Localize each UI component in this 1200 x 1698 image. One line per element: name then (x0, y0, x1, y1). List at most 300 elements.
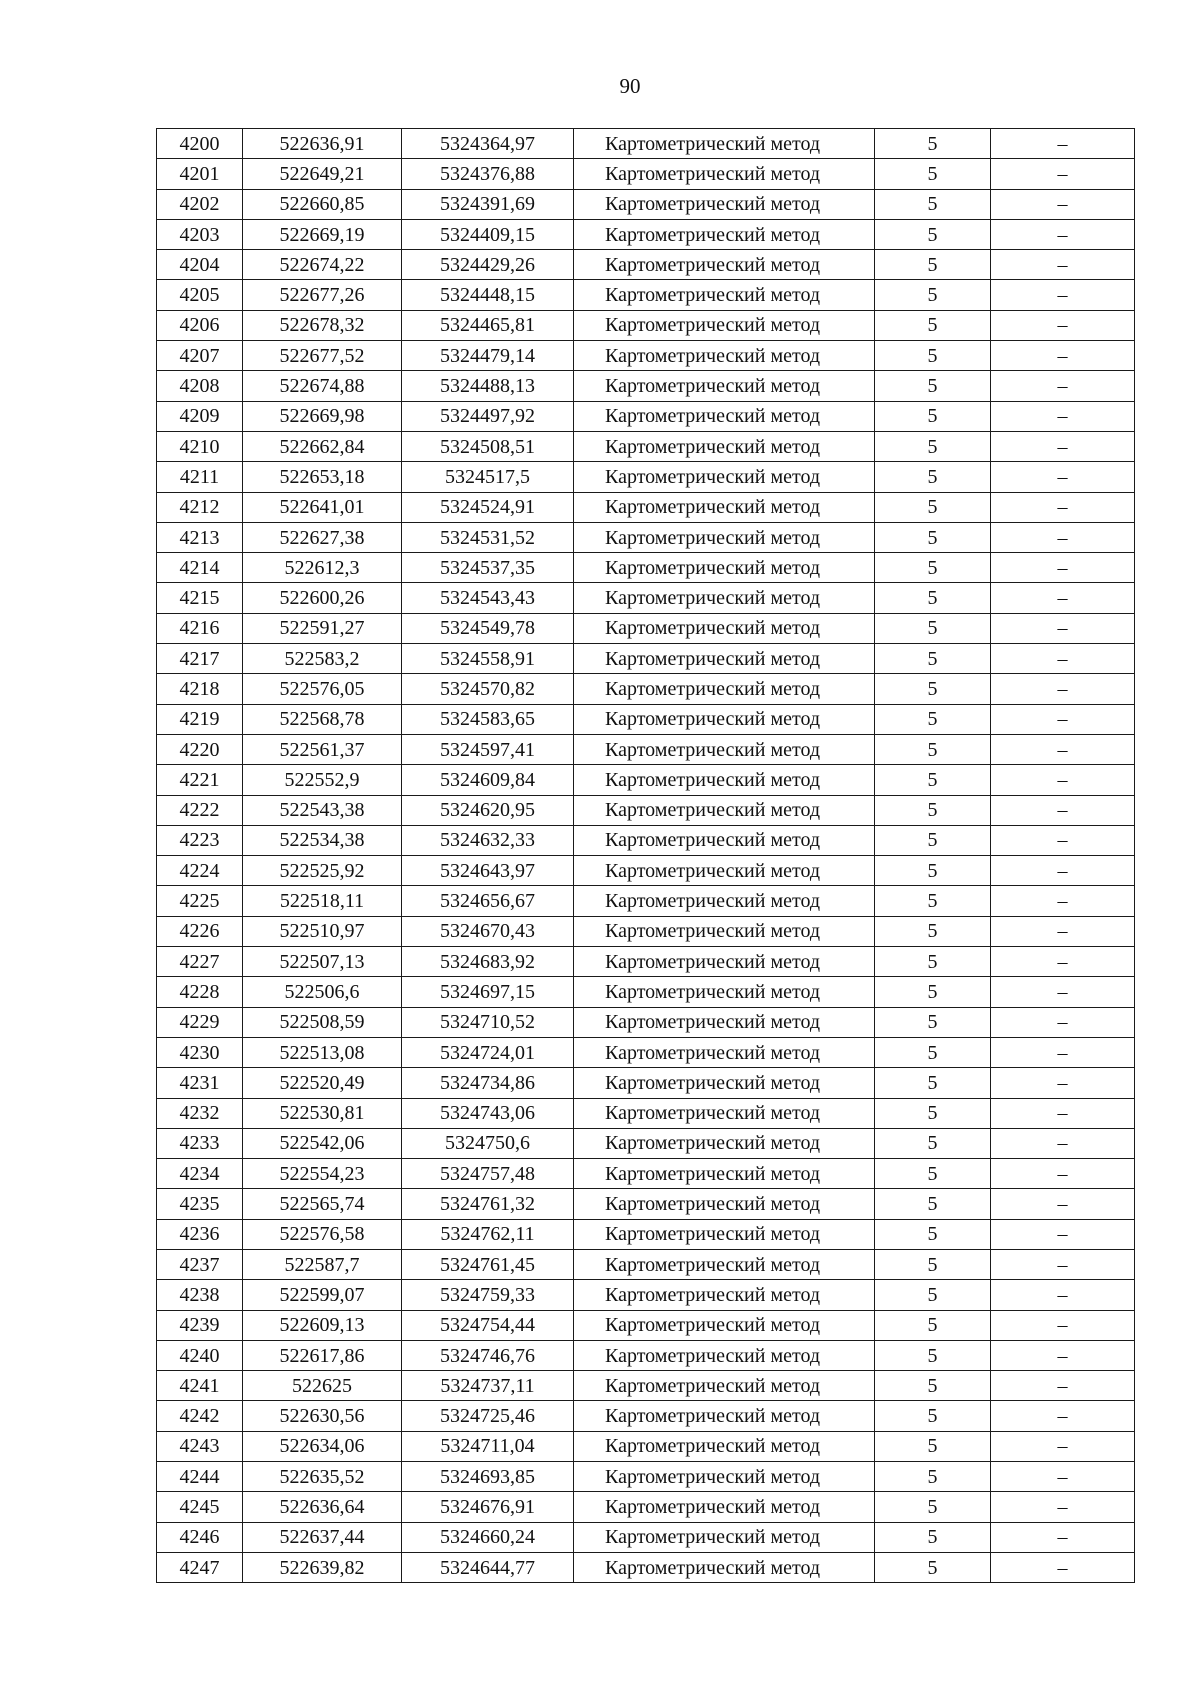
x-coordinate-cell: 522635,52 (243, 1462, 402, 1492)
method-cell: Картометрический метод (574, 280, 875, 310)
y-coordinate-cell: 5324632,33 (402, 825, 574, 855)
precision-cell: 5 (875, 916, 991, 946)
method-cell: Картометрический метод (574, 341, 875, 371)
description-cell: – (991, 280, 1135, 310)
method-cell: Картометрический метод (574, 583, 875, 613)
method-cell: Картометрический метод (574, 1431, 875, 1461)
point-number-cell: 4224 (157, 856, 243, 886)
y-coordinate-cell: 5324743,06 (402, 1098, 574, 1128)
description-cell: – (991, 1371, 1135, 1401)
description-cell: – (991, 250, 1135, 280)
method-cell: Картометрический метод (574, 1492, 875, 1522)
point-number-cell: 4220 (157, 734, 243, 764)
point-number-cell: 4236 (157, 1219, 243, 1249)
point-number-cell: 4221 (157, 765, 243, 795)
precision-cell: 5 (875, 644, 991, 674)
precision-cell: 5 (875, 1037, 991, 1067)
point-number-cell: 4231 (157, 1068, 243, 1098)
point-number-cell: 4229 (157, 1007, 243, 1037)
y-coordinate-cell: 5324711,04 (402, 1431, 574, 1461)
point-number-cell: 4238 (157, 1280, 243, 1310)
method-cell: Картометрический метод (574, 371, 875, 401)
method-cell: Картометрический метод (574, 947, 875, 977)
table-row (157, 916, 1135, 946)
precision-cell: 5 (875, 553, 991, 583)
y-coordinate-cell: 5324643,97 (402, 856, 574, 886)
point-number-cell: 4235 (157, 1189, 243, 1219)
precision-cell: 5 (875, 1219, 991, 1249)
table-row (157, 310, 1135, 340)
precision-cell: 5 (875, 1340, 991, 1370)
x-coordinate-cell: 522587,7 (243, 1249, 402, 1279)
y-coordinate-cell: 5324656,67 (402, 886, 574, 916)
precision-cell: 5 (875, 704, 991, 734)
description-cell: – (991, 644, 1135, 674)
precision-cell: 5 (875, 947, 991, 977)
x-coordinate-cell: 522510,97 (243, 916, 402, 946)
table-row (157, 1401, 1135, 1431)
description-cell: – (991, 1068, 1135, 1098)
description-cell: – (991, 765, 1135, 795)
point-number-cell: 4223 (157, 825, 243, 855)
method-cell: Картометрический метод (574, 159, 875, 189)
point-number-cell: 4206 (157, 310, 243, 340)
y-coordinate-cell: 5324597,41 (402, 734, 574, 764)
table-row (157, 1037, 1135, 1067)
point-number-cell: 4218 (157, 674, 243, 704)
x-coordinate-cell: 522677,52 (243, 341, 402, 371)
point-number-cell: 4219 (157, 704, 243, 734)
y-coordinate-cell: 5324761,45 (402, 1249, 574, 1279)
table-row (157, 341, 1135, 371)
point-number-cell: 4232 (157, 1098, 243, 1128)
description-cell: – (991, 1522, 1135, 1552)
description-cell: – (991, 401, 1135, 431)
x-coordinate-cell: 522630,56 (243, 1401, 402, 1431)
table-row (157, 189, 1135, 219)
precision-cell: 5 (875, 674, 991, 704)
precision-cell: 5 (875, 462, 991, 492)
method-cell: Картометрический метод (574, 522, 875, 552)
description-cell: – (991, 856, 1135, 886)
description-cell: – (991, 1159, 1135, 1189)
page-number: 90 (619, 74, 641, 98)
x-coordinate-cell: 522678,32 (243, 310, 402, 340)
point-number-cell: 4202 (157, 189, 243, 219)
precision-cell: 5 (875, 250, 991, 280)
description-cell: – (991, 916, 1135, 946)
y-coordinate-cell: 5324737,11 (402, 1371, 574, 1401)
description-cell: – (991, 613, 1135, 643)
description-cell: – (991, 795, 1135, 825)
point-number-cell: 4243 (157, 1431, 243, 1461)
method-cell: Картометрический метод (574, 977, 875, 1007)
method-cell: Картометрический метод (574, 1189, 875, 1219)
table-row (157, 1431, 1135, 1461)
table-row (157, 1552, 1135, 1582)
table-row (157, 462, 1135, 492)
precision-cell: 5 (875, 1371, 991, 1401)
x-coordinate-cell: 522637,44 (243, 1522, 402, 1552)
precision-cell: 5 (875, 1068, 991, 1098)
x-coordinate-cell: 522520,49 (243, 1068, 402, 1098)
method-cell: Картометрический метод (574, 129, 875, 159)
method-cell: Картометрический метод (574, 219, 875, 249)
method-cell: Картометрический метод (574, 1552, 875, 1582)
table-row (157, 734, 1135, 764)
point-number-cell: 4200 (157, 129, 243, 159)
x-coordinate-cell: 522530,81 (243, 1098, 402, 1128)
precision-cell: 5 (875, 1280, 991, 1310)
y-coordinate-cell: 5324693,85 (402, 1462, 574, 1492)
table-row (157, 1522, 1135, 1552)
precision-cell: 5 (875, 1249, 991, 1279)
x-coordinate-cell: 522513,08 (243, 1037, 402, 1067)
method-cell: Картометрический метод (574, 886, 875, 916)
precision-cell: 5 (875, 734, 991, 764)
point-number-cell: 4215 (157, 583, 243, 613)
precision-cell: 5 (875, 1098, 991, 1128)
x-coordinate-cell: 522600,26 (243, 583, 402, 613)
x-coordinate-cell: 522636,91 (243, 129, 402, 159)
y-coordinate-cell: 5324734,86 (402, 1068, 574, 1098)
point-number-cell: 4234 (157, 1159, 243, 1189)
x-coordinate-cell: 522609,13 (243, 1310, 402, 1340)
y-coordinate-cell: 5324488,13 (402, 371, 574, 401)
method-cell: Картометрический метод (574, 1462, 875, 1492)
description-cell: – (991, 189, 1135, 219)
x-coordinate-cell: 522518,11 (243, 886, 402, 916)
table-row (157, 250, 1135, 280)
table-row (157, 613, 1135, 643)
x-coordinate-cell: 522576,05 (243, 674, 402, 704)
table-row (157, 1310, 1135, 1340)
description-cell: – (991, 431, 1135, 461)
x-coordinate-cell: 522554,23 (243, 1159, 402, 1189)
precision-cell: 5 (875, 765, 991, 795)
table-row (157, 1098, 1135, 1128)
precision-cell: 5 (875, 1431, 991, 1461)
y-coordinate-cell: 5324762,11 (402, 1219, 574, 1249)
point-number-cell: 4201 (157, 159, 243, 189)
precision-cell: 5 (875, 1007, 991, 1037)
point-number-cell: 4233 (157, 1128, 243, 1158)
description-cell: – (991, 371, 1135, 401)
y-coordinate-cell: 5324531,52 (402, 522, 574, 552)
method-cell: Картометрический метод (574, 1249, 875, 1279)
description-cell: – (991, 1310, 1135, 1340)
y-coordinate-cell: 5324364,97 (402, 129, 574, 159)
precision-cell: 5 (875, 1552, 991, 1582)
precision-cell: 5 (875, 371, 991, 401)
table-row (157, 129, 1135, 159)
point-number-cell: 4211 (157, 462, 243, 492)
description-cell: – (991, 522, 1135, 552)
x-coordinate-cell: 522583,2 (243, 644, 402, 674)
y-coordinate-cell: 5324754,44 (402, 1310, 574, 1340)
y-coordinate-cell: 5324660,24 (402, 1522, 574, 1552)
point-number-cell: 4242 (157, 1401, 243, 1431)
description-cell: – (991, 310, 1135, 340)
table-row (157, 1371, 1135, 1401)
precision-cell: 5 (875, 886, 991, 916)
precision-cell: 5 (875, 1401, 991, 1431)
x-coordinate-cell: 522627,38 (243, 522, 402, 552)
x-coordinate-cell: 522552,9 (243, 765, 402, 795)
table-row (157, 159, 1135, 189)
description-cell: – (991, 129, 1135, 159)
method-cell: Картометрический метод (574, 1219, 875, 1249)
y-coordinate-cell: 5324609,84 (402, 765, 574, 795)
x-coordinate-cell: 522677,26 (243, 280, 402, 310)
description-cell: – (991, 1401, 1135, 1431)
y-coordinate-cell: 5324376,88 (402, 159, 574, 189)
x-coordinate-cell: 522674,22 (243, 250, 402, 280)
method-cell: Картометрический метод (574, 431, 875, 461)
method-cell: Картометрический метод (574, 1037, 875, 1067)
x-coordinate-cell: 522674,88 (243, 371, 402, 401)
y-coordinate-cell: 5324670,43 (402, 916, 574, 946)
method-cell: Картометрический метод (574, 1371, 875, 1401)
y-coordinate-cell: 5324683,92 (402, 947, 574, 977)
method-cell: Картометрический метод (574, 644, 875, 674)
method-cell: Картометрический метод (574, 250, 875, 280)
method-cell: Картометрический метод (574, 1068, 875, 1098)
description-cell: – (991, 674, 1135, 704)
x-coordinate-cell: 522576,58 (243, 1219, 402, 1249)
y-coordinate-cell: 5324391,69 (402, 189, 574, 219)
x-coordinate-cell: 522617,86 (243, 1340, 402, 1370)
table-row (157, 825, 1135, 855)
table-row (157, 644, 1135, 674)
description-cell: – (991, 1552, 1135, 1582)
description-cell: – (991, 1462, 1135, 1492)
method-cell: Картометрический метод (574, 1522, 875, 1552)
precision-cell: 5 (875, 856, 991, 886)
x-coordinate-cell: 522660,85 (243, 189, 402, 219)
x-coordinate-cell: 522634,06 (243, 1431, 402, 1461)
method-cell: Картометрический метод (574, 553, 875, 583)
precision-cell: 5 (875, 825, 991, 855)
description-cell: – (991, 704, 1135, 734)
x-coordinate-cell: 522506,6 (243, 977, 402, 1007)
precision-cell: 5 (875, 1310, 991, 1340)
point-number-cell: 4207 (157, 341, 243, 371)
y-coordinate-cell: 5324549,78 (402, 613, 574, 643)
table-row (157, 704, 1135, 734)
table-row (157, 674, 1135, 704)
table-row (157, 1462, 1135, 1492)
x-coordinate-cell: 522636,64 (243, 1492, 402, 1522)
description-cell: – (991, 1128, 1135, 1158)
table-row (157, 280, 1135, 310)
precision-cell: 5 (875, 1462, 991, 1492)
point-number-cell: 4212 (157, 492, 243, 522)
point-number-cell: 4241 (157, 1371, 243, 1401)
table-row (157, 219, 1135, 249)
coordinates-table-body (157, 129, 1135, 1583)
method-cell: Картометрический метод (574, 401, 875, 431)
x-coordinate-cell: 522542,06 (243, 1128, 402, 1158)
precision-cell: 5 (875, 159, 991, 189)
table-row (157, 1068, 1135, 1098)
method-cell: Картометрический метод (574, 674, 875, 704)
point-number-cell: 4204 (157, 250, 243, 280)
method-cell: Картометрический метод (574, 189, 875, 219)
x-coordinate-cell: 522561,37 (243, 734, 402, 764)
x-coordinate-cell: 522669,98 (243, 401, 402, 431)
y-coordinate-cell: 5324508,51 (402, 431, 574, 461)
method-cell: Картометрический метод (574, 1280, 875, 1310)
y-coordinate-cell: 5324517,5 (402, 462, 574, 492)
y-coordinate-cell: 5324620,95 (402, 795, 574, 825)
table-row (157, 886, 1135, 916)
y-coordinate-cell: 5324479,14 (402, 341, 574, 371)
method-cell: Картометрический метод (574, 825, 875, 855)
x-coordinate-cell: 522507,13 (243, 947, 402, 977)
description-cell: – (991, 825, 1135, 855)
point-number-cell: 4245 (157, 1492, 243, 1522)
x-coordinate-cell: 522641,01 (243, 492, 402, 522)
y-coordinate-cell: 5324429,26 (402, 250, 574, 280)
method-cell: Картометрический метод (574, 613, 875, 643)
precision-cell: 5 (875, 522, 991, 552)
description-cell: – (991, 947, 1135, 977)
table-row (157, 947, 1135, 977)
table-row (157, 977, 1135, 1007)
x-coordinate-cell: 522591,27 (243, 613, 402, 643)
precision-cell: 5 (875, 219, 991, 249)
y-coordinate-cell: 5324448,15 (402, 280, 574, 310)
point-number-cell: 4237 (157, 1249, 243, 1279)
description-cell: – (991, 462, 1135, 492)
description-cell: – (991, 1280, 1135, 1310)
table-row (157, 1249, 1135, 1279)
x-coordinate-cell: 522649,21 (243, 159, 402, 189)
point-number-cell: 4227 (157, 947, 243, 977)
y-coordinate-cell: 5324558,91 (402, 644, 574, 674)
y-coordinate-cell: 5324409,15 (402, 219, 574, 249)
y-coordinate-cell: 5324697,15 (402, 977, 574, 1007)
x-coordinate-cell: 522565,74 (243, 1189, 402, 1219)
y-coordinate-cell: 5324746,76 (402, 1340, 574, 1370)
precision-cell: 5 (875, 492, 991, 522)
x-coordinate-cell: 522543,38 (243, 795, 402, 825)
precision-cell: 5 (875, 613, 991, 643)
table-row (157, 583, 1135, 613)
point-number-cell: 4240 (157, 1340, 243, 1370)
table-row (157, 371, 1135, 401)
y-coordinate-cell: 5324583,65 (402, 704, 574, 734)
precision-cell: 5 (875, 129, 991, 159)
precision-cell: 5 (875, 189, 991, 219)
precision-cell: 5 (875, 977, 991, 1007)
y-coordinate-cell: 5324725,46 (402, 1401, 574, 1431)
point-number-cell: 4222 (157, 795, 243, 825)
x-coordinate-cell: 522653,18 (243, 462, 402, 492)
table-row (157, 401, 1135, 431)
point-number-cell: 4209 (157, 401, 243, 431)
precision-cell: 5 (875, 1128, 991, 1158)
y-coordinate-cell: 5324465,81 (402, 310, 574, 340)
y-coordinate-cell: 5324750,6 (402, 1128, 574, 1158)
x-coordinate-cell: 522599,07 (243, 1280, 402, 1310)
y-coordinate-cell: 5324570,82 (402, 674, 574, 704)
description-cell: – (991, 1037, 1135, 1067)
x-coordinate-cell: 522662,84 (243, 431, 402, 461)
description-cell: – (991, 977, 1135, 1007)
description-cell: – (991, 734, 1135, 764)
point-number-cell: 4239 (157, 1310, 243, 1340)
table-row (157, 1128, 1135, 1158)
y-coordinate-cell: 5324497,92 (402, 401, 574, 431)
precision-cell: 5 (875, 401, 991, 431)
point-number-cell: 4203 (157, 219, 243, 249)
description-cell: – (991, 1249, 1135, 1279)
method-cell: Картометрический метод (574, 856, 875, 886)
x-coordinate-cell: 522508,59 (243, 1007, 402, 1037)
y-coordinate-cell: 5324537,35 (402, 553, 574, 583)
precision-cell: 5 (875, 280, 991, 310)
x-coordinate-cell: 522525,92 (243, 856, 402, 886)
y-coordinate-cell: 5324524,91 (402, 492, 574, 522)
method-cell: Картометрический метод (574, 765, 875, 795)
point-number-cell: 4214 (157, 553, 243, 583)
description-cell: – (991, 492, 1135, 522)
description-cell: – (991, 1340, 1135, 1370)
x-coordinate-cell: 522669,19 (243, 219, 402, 249)
table-row (157, 553, 1135, 583)
table-row (157, 1340, 1135, 1370)
method-cell: Картометрический метод (574, 916, 875, 946)
table-row (157, 1492, 1135, 1522)
table-row (157, 1189, 1135, 1219)
point-number-cell: 4208 (157, 371, 243, 401)
x-coordinate-cell: 522568,78 (243, 704, 402, 734)
precision-cell: 5 (875, 583, 991, 613)
precision-cell: 5 (875, 341, 991, 371)
y-coordinate-cell: 5324543,43 (402, 583, 574, 613)
description-cell: – (991, 1431, 1135, 1461)
y-coordinate-cell: 5324759,33 (402, 1280, 574, 1310)
point-number-cell: 4230 (157, 1037, 243, 1067)
point-number-cell: 4217 (157, 644, 243, 674)
precision-cell: 5 (875, 1522, 991, 1552)
description-cell: – (991, 1007, 1135, 1037)
method-cell: Картометрический метод (574, 795, 875, 825)
table-row (157, 856, 1135, 886)
table-row (157, 1007, 1135, 1037)
method-cell: Картометрический метод (574, 1128, 875, 1158)
table-row (157, 522, 1135, 552)
precision-cell: 5 (875, 1492, 991, 1522)
point-number-cell: 4205 (157, 280, 243, 310)
x-coordinate-cell: 522625 (243, 1371, 402, 1401)
description-cell: – (991, 159, 1135, 189)
method-cell: Картометрический метод (574, 1098, 875, 1128)
table-row (157, 795, 1135, 825)
x-coordinate-cell: 522534,38 (243, 825, 402, 855)
method-cell: Картометрический метод (574, 1310, 875, 1340)
point-number-cell: 4225 (157, 886, 243, 916)
method-cell: Картометрический метод (574, 1401, 875, 1431)
method-cell: Картометрический метод (574, 1159, 875, 1189)
point-number-cell: 4213 (157, 522, 243, 552)
point-number-cell: 4246 (157, 1522, 243, 1552)
description-cell: – (991, 1219, 1135, 1249)
description-cell: – (991, 341, 1135, 371)
point-number-cell: 4228 (157, 977, 243, 1007)
